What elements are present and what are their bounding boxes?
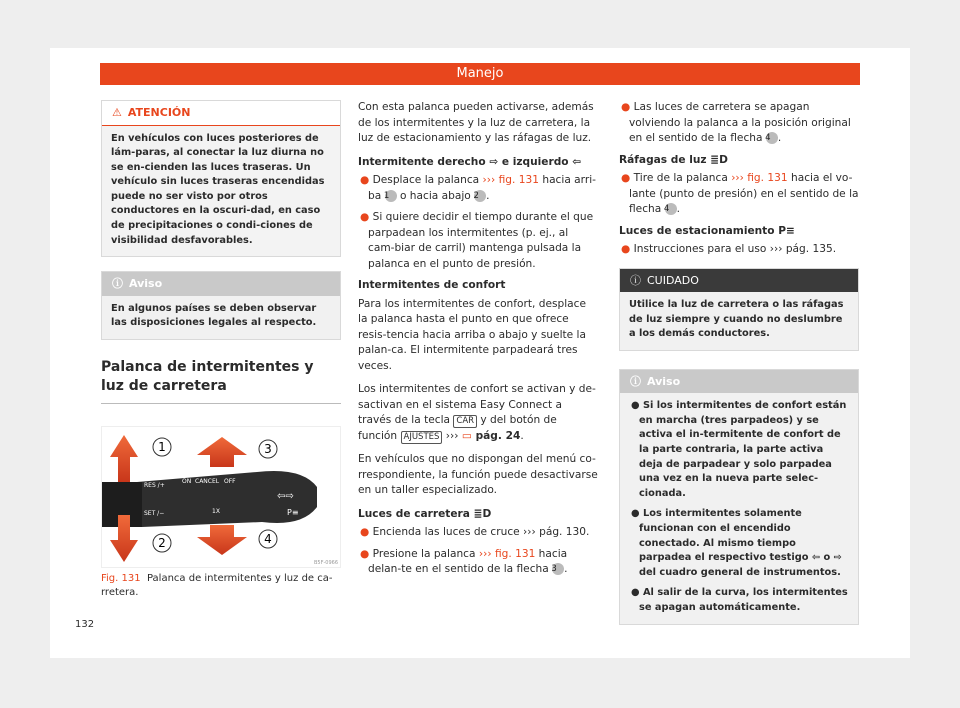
note-body: En algunos países se deben observar las disposiciones legales al respecto. [102,296,340,339]
caution-box [619,268,859,351]
caution-body: Utilice la luz de carretera o las ráfagas de luz siempre y cuando no deslumbre a los demás conductores. [620,292,858,350]
caution-icon: ⓘ [630,273,641,287]
page-header: Manejo [100,63,860,85]
arrow-4-icon [197,525,247,555]
list-item: ● Instrucciones para el uso ››› pág. 135. [621,243,837,255]
label-off: OFF [224,477,236,485]
label-cancel: CANCEL [195,477,220,485]
list-item: ● Si quiere decidir el tiempo durante el que parpadean los intermitentes (p. ej., al cam-biar de carril) mantenga pulsada la palanca en el punto de presión. [360,211,594,270]
section-title: Palanca de intermitentes y luz de carretera [101,358,341,404]
fig-link[interactable]: ››› fig. 131 [731,172,788,184]
attention-header: ⚠ ATENCIÓN [102,101,340,126]
fig-num-4: 4 [264,531,272,546]
comfort-text-2: Los intermitentes de confort se activan y de-sactivan en el sistema Easy Connect a través de la tecla CAR y del botón de función AJUSTES ››› ▭ pág. 24. [358,383,596,442]
page-number: 132 [75,619,95,630]
heading-high-beam: Luces de carretera ≣D [358,507,492,520]
note-body-2 [620,393,858,623]
arrow-3-icon [197,437,247,467]
list-item: ● Desplace la palanca ››› fig. 131 hacia arri-ba 1 o hacia abajo 2 . [360,174,596,202]
lever-illustration [102,427,340,567]
heading-comfort: Intermitentes de confort [358,279,506,291]
fig-num-2: 2 [158,535,166,550]
comfort-text-1: Para los intermitentes de confort, desplace la palanca hasta el punto en que ofrece resis-tencia hacia arriba o abajo y suelte la palan-ca. El intermitente parpadeará tres veces. [358,297,586,372]
heading-parking: Luces de estacionamiento P≡ [619,224,795,237]
fig-num-3: 3 [264,441,272,456]
list-item: ● Los intermitentes solamente funcionan con el encendido conectado. Al mismo tiempo parpadea el respectivo testigo ⇦ o ⇨ del cuadro general de instrumentos. [631,508,842,578]
column-middle [358,100,598,584]
figure-lever [101,426,341,568]
info-icon: ⓘ [630,374,641,388]
fig-link[interactable]: ››› fig. 131 [478,547,536,560]
heading-flash: Ráfagas de luz ≣D [619,153,728,166]
label-on: ON [182,477,192,485]
warning-icon: ⚠ [112,106,122,119]
settings-key: AJUSTES [401,431,443,444]
heading-turn-signal: Intermitente derecho ⇨ e izquierdo ⇦ [358,155,582,168]
column-right [619,100,859,625]
attention-body: En vehículos con luces posteriores de lám-paras, al conectar la luz diurna no se en-cienden las luces traseras. Un vehículo sin luces traseras encendidas puede no ser visto por otros conductores en la oscuri-dad, en caso de precipitaciones o condi-ciones de visibilidad desfavorables. [102,126,340,257]
label-1x: 1X [212,507,220,515]
parking-light-icon: P≡ [287,507,299,517]
book-icon: ▭ [461,429,472,442]
fig-num-1: 1 [158,439,166,454]
list-item: ● Las luces de carretera se apagan volviendo la palanca a la posición original en el sentido de la flecha 4 . [621,101,851,144]
caution-header: ⓘ CUIDADO [620,269,858,293]
arrow-1-icon [110,435,138,482]
attention-box [101,100,341,257]
list-item: ● Si los intermitentes de confort están en marcha (tres parpadeos) y se activa el in-termitente de confort de la parte contraria, la parte activa deja de parpadear y solo parpadea una vez en la nueva parte selec-cionada. [631,400,847,499]
list-item: ● Al salir de la curva, los intermitentes se apagan automáticamente. [631,587,848,613]
list-item: ● Encienda las luces de cruce ››› pág. 130. [360,526,590,538]
list-item: ● Presione la palanca ››› fig. 131 hacia delan-te en el sentido de la flecha 3 . [360,547,568,575]
car-key: CAR [453,415,477,428]
info-icon: ⓘ [112,277,123,291]
label-res: RES /+ [144,481,165,489]
figure-code: B5F-0966 [314,559,339,566]
intro-text: Con esta palanca pueden activarse, además de los intermitentes y la luz de carretera, la luz de estacionamiento y las ráfagas de luz. [358,101,594,144]
label-set: SET /− [144,509,165,517]
note-header: ⓘ Aviso [102,272,340,296]
list-item: ● Tire de la palanca ››› fig. 131 hacia el vo-lante (punto de presión) en el sentido de la flecha 4 . [621,172,859,215]
comfort-text-3: En vehículos que no dispongan del menú co-rrespondiente, la función puede desactivarse en un taller especializado. [358,453,598,496]
note-header-2: ⓘ Aviso [620,370,858,394]
note-box [101,271,341,340]
column-left [101,100,341,600]
turn-signal-icon: ⇦⇨ [277,490,294,502]
fig-link[interactable]: ››› fig. 131 [482,174,539,186]
note-box-2 [619,369,859,625]
figure-caption: Fig. 131 Palanca de intermitentes y luz de ca-rretera. [101,572,333,598]
